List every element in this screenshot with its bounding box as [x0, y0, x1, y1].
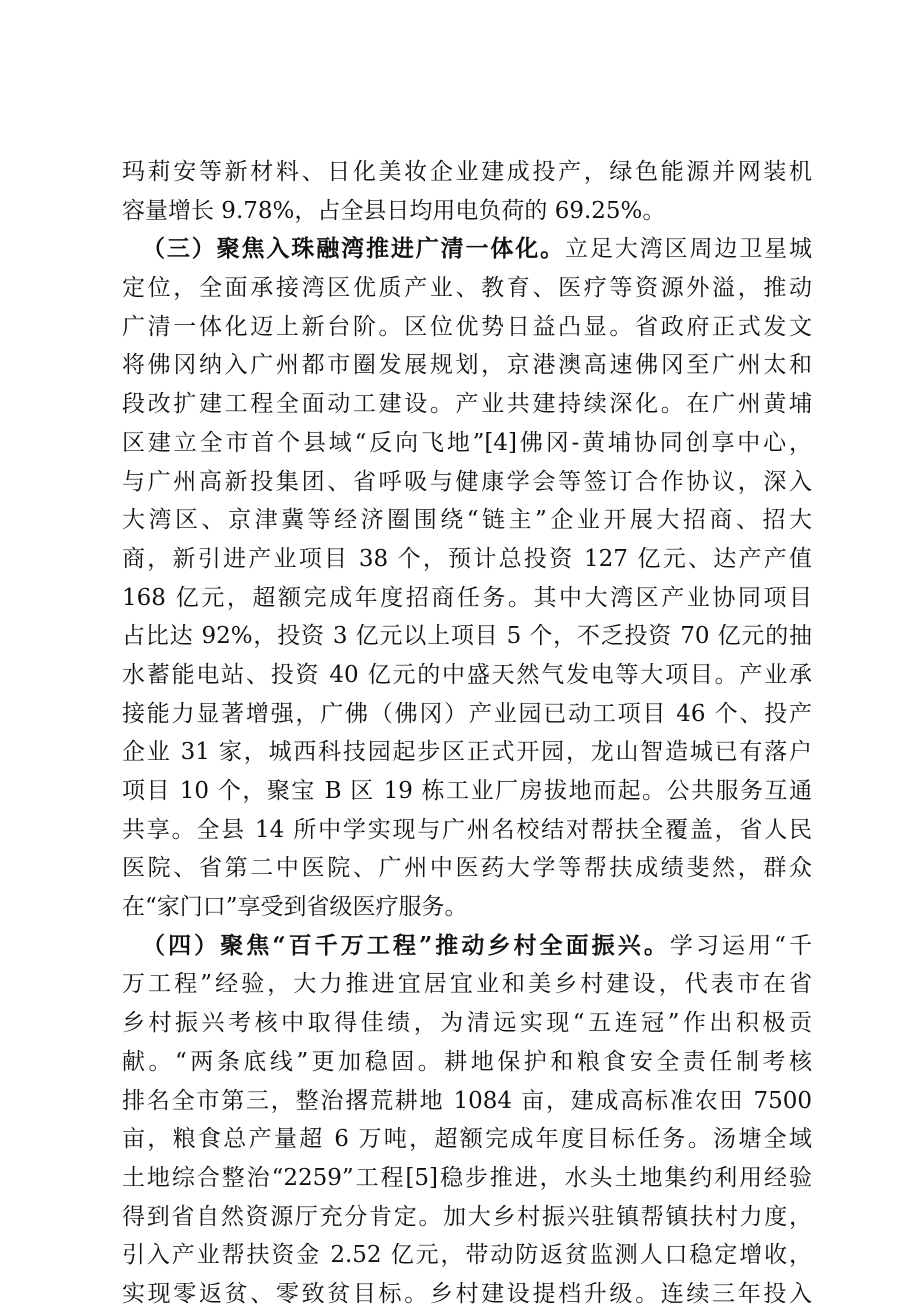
text-line: 万工程”经验，大力推进宜居宜业和美乡村建设，代表市在省 — [122, 971, 812, 998]
text-line: 医院、省第二中医院、广州中医药大学等帮扶成绩斐然，群众 — [122, 855, 812, 882]
text-line: 得到省自然资源厅充分肯定。加大乡村振兴驻镇帮镇扶村力度， — [122, 1203, 812, 1230]
text-line: 企业 31 家，城西科技园起步区正式开园，龙山智造城已有落户 — [122, 739, 812, 766]
text-line: 将佛冈纳入广州都市圈发展规划，京港澳高速佛冈至广州太和 — [122, 352, 812, 379]
text-line: 排名全市第三，整治撂荒耕地 1084 亩，建成高标准农田 7500 — [122, 1087, 812, 1114]
text-line: 共享。全县 14 所中学实现与广州名校结对帮扶全覆盖，省人民 — [122, 816, 812, 843]
text-line: 献。“两条底线”更加稳固。耕地保护和粮食安全责任制考核 — [122, 1048, 812, 1075]
text-line: 段改扩建工程全面动工建设。产业共建持续深化。在广州黄埔 — [122, 391, 812, 418]
text-line: 玛莉安等新材料、日化美妆企业建成投产，绿色能源并网装机 — [122, 159, 812, 185]
text-line: 与广州高新投集团、省呼吸与健康学会等签订合作协议，深入 — [122, 468, 812, 495]
section-heading-line — [122, 230, 812, 269]
section-heading: （四）聚焦“百千万工程”推动乡村全面振兴。 — [142, 931, 670, 959]
text-line: 项目 10 个，聚宝 B 区 19 栋工业厂房拔地而起。公共服务互通 — [122, 778, 812, 804]
text-line: 亩，粮食总产量超 6 万吨，超额完成年度目标任务。汤塘全域 — [122, 1126, 812, 1153]
text-line: 占比达 92%，投资 3 亿元以上项目 5 个，不乏投资 70 亿元的抽 — [122, 623, 812, 650]
text-line: 定位，全面承接湾区优质产业、教育、医疗等资源外溢，推动 — [122, 275, 812, 302]
text-line: 乡村振兴考核中取得佳绩，为清远实现“五连冠”作出积极贡 — [122, 1010, 812, 1037]
text-line: 大湾区、京津冀等经济圈围绕“链主”企业开展大招商、招大 — [122, 507, 812, 534]
text-line: 商，新引进产业项目 38 个，预计总投资 127 亿元、达产产值 — [122, 545, 812, 572]
text-line: 168 亿元，超额完成年度招商任务。其中大湾区产业协同项目 — [122, 584, 812, 611]
text-line: 区建立全市首个县域“反向飞地”[4]佛冈-黄埔协同创享中心， — [122, 429, 812, 456]
text-line: 土地综合整治“2259”工程[5]稳步推进，水头土地集约利用经验 — [122, 1164, 812, 1191]
text-line: 水蓄能电站、投资 40 亿元的中盛天然气发电等大项目。产业承 — [122, 661, 812, 688]
section-heading: （三）聚焦入珠融湾推进广清一体化。 — [142, 235, 566, 263]
text-line: 在“家门口”享受到省级医疗服务。 — [122, 894, 468, 921]
section-heading-line — [122, 927, 812, 966]
text-run: 立足大湾区周边卫星城 — [565, 236, 813, 263]
text-run: 学习运用“千 — [669, 932, 812, 959]
text-line: 实现零返贫、零致贫目标。乡村建设提档升级。连续三年投入 — [122, 1280, 812, 1307]
body-text — [122, 153, 812, 1314]
text-line: 容量增长 9.78%，占全县日均用电负荷的 69.25%。 — [122, 197, 666, 224]
text-line: 引入产业帮扶资金 2.52 亿元，带动防返贫监测人口稳定增收， — [122, 1242, 812, 1269]
text-line: 接能力显著增强，广佛（佛冈）产业园已动工项目 46 个、投产 — [122, 700, 812, 727]
text-line: 广清一体化迈上新台阶。区位优势日益凸显。省政府正式发文 — [122, 313, 812, 340]
